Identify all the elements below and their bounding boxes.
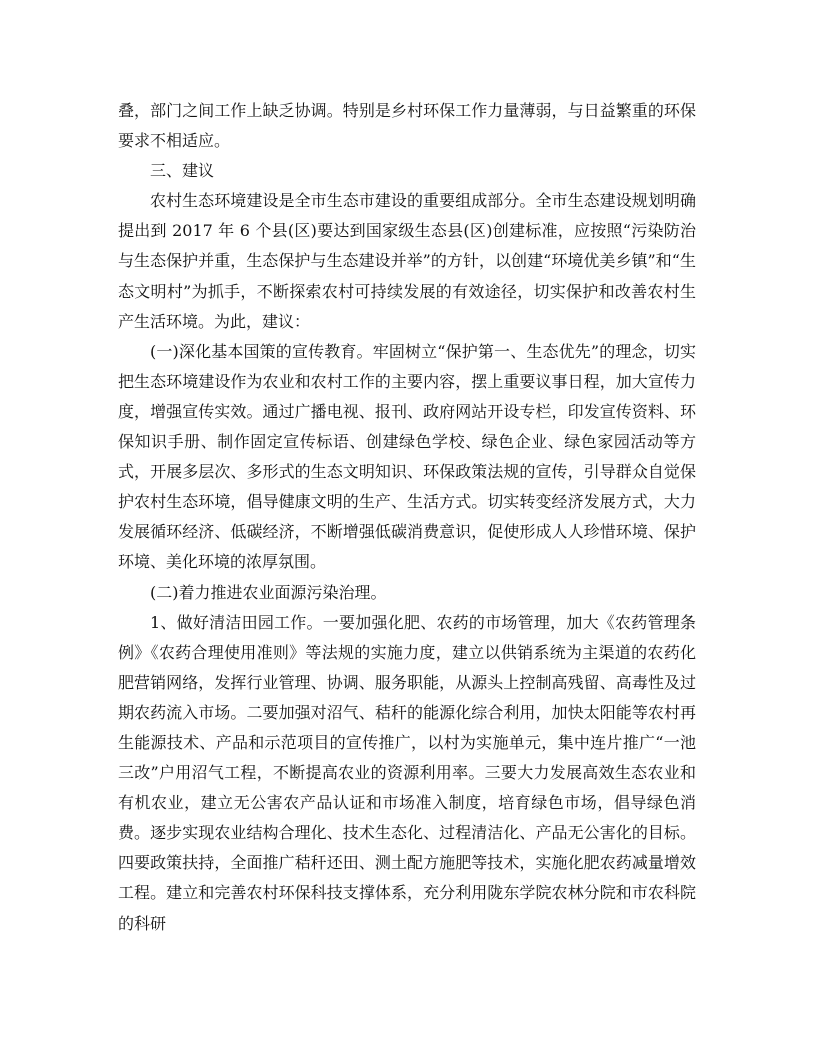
section-heading-suggestions: 三、建议 <box>150 161 215 181</box>
paragraph-subitem-1: 1、做好清洁田园工作。一要加强化肥、农药的市场管理，加大《农药管理条例》《农药合理使用准则》等法规的实施力度，建立以供销系统为主渠道的农药化肥营销网络，发挥行业管理、协调、服务职能，从源头上控制高残留、高毒性及过期农药流入市场。二要加强对沼气、秸秆的能源化综合利用，加快太阳能等农村再生能源技术、产品和示范项目的宣传推广，以村为实施单元，集中连片推广“一池三改”户用沼气工程，不断提高农业的资源利用率。三要大力发展高效生态农业和有机农业，建立无公害农产品认证和市场准入制度，培育绿色市场，倡导绿色消费。逐步实现农业结构合理化、技术生态化、过程清洁化、产品无公害化的目标。四要政策扶持，全面推广秸秆还田、测土配方施肥等技术，实施化肥农药减量增效工程。建立和完善农村环保科技支撑体系，充分利用陇东学院农林分院和市农科院的科研 <box>118 612 696 933</box>
paragraph-item-2-heading: (二)着力推进农业面源污染治理。 <box>150 582 387 602</box>
paragraph-intro: 农村生态环境建设是全市生态市建设的重要组成部分。全市生态建设规划明确提出到 2017 年 6 个县(区)要达到国家级生态县(区)创建标准，应按照“污染防治与生态保护并重，生态保护与生态建设并举”的方针，以创建“环境优美乡镇”和“生态文明村”为抓手，不断探索农村可持续发展的有效途径，切实保护和改善农村生产生活环境。为此，建议： <box>118 191 696 331</box>
document-page <box>118 96 696 939</box>
paragraph-item-1: (一)深化基本国策的宣传教育。牢固树立“保护第一、生态优先”的理念，切实把生态环境建设作为农业和农村工作的主要内容，摆上重要议事日程，加大宣传力度，增强宣传实效。通过广播电视、报刊、政府网站开设专栏，印发宣传资料、环保知识手册、制作固定宣传标语、创建绿色学校、绿色企业、绿色家园活动等方式，开展多层次、多形式的生态文明知识、环保政策法规的宣传，引导群众自觉保护农村生态环境，倡导健康文明的生产、生活方式。切实转变经济发展方式，大力发展循环经济、低碳经济，不断增强低碳消费意识，促使形成人人珍惜环境、保护环境、美化环境的浓厚氛围。 <box>118 341 696 572</box>
paragraph-continuation: 叠，部门之间工作上缺乏协调。特别是乡村环保工作力量薄弱，与日益繁重的环保要求不相适应。 <box>118 101 696 151</box>
